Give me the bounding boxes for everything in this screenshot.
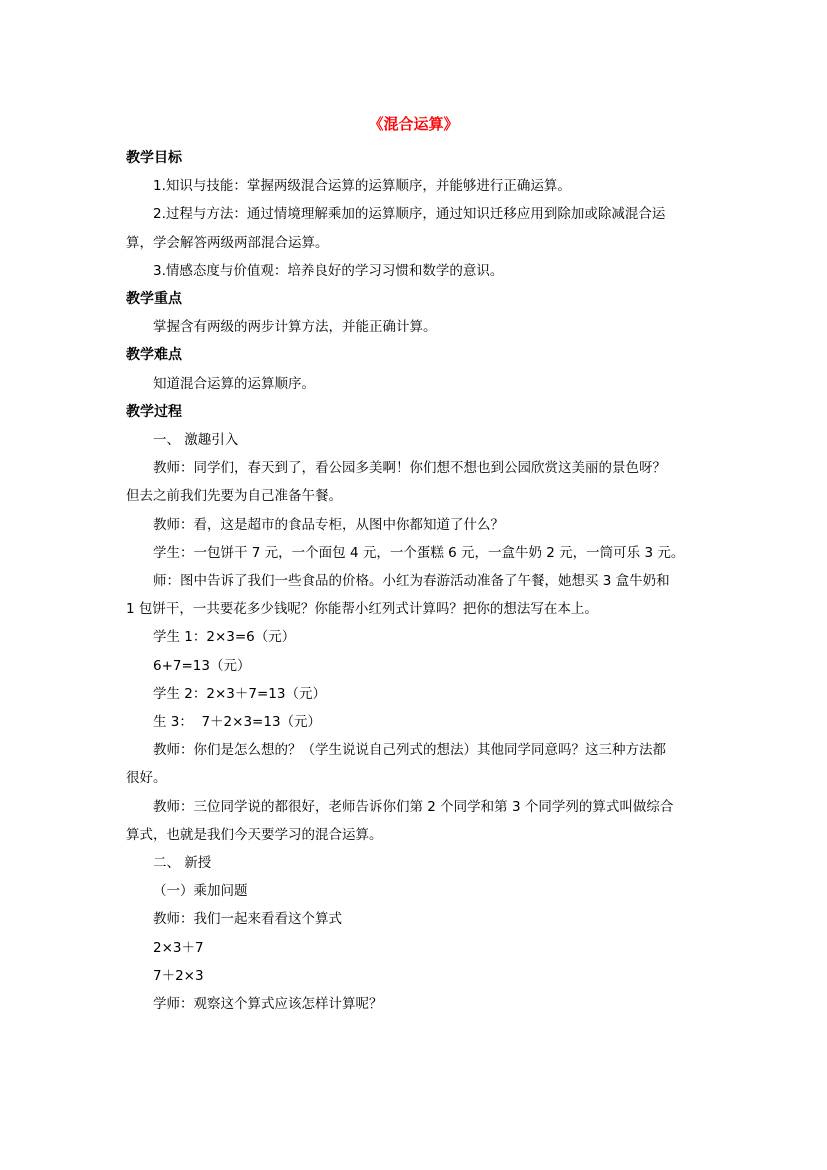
section-heading-process: 教学过程: [126, 403, 182, 420]
document-body: [126, 144, 706, 1018]
paragraph-teacher-discussion-line-2: 很好。: [126, 770, 167, 787]
section-heading-key-points: 教学重点: [126, 291, 182, 308]
paragraph-teacher-discussion-line-1: 教师：你们是怎么想的？（学生说说自己列式的想法）其他同学同意吗？这三种方法都: [153, 742, 666, 759]
part-2-title: 二、 新授: [153, 855, 212, 872]
expression-2: 7＋2×3: [153, 967, 204, 984]
student-3-answer: 生 3： 7＋2×3=13（元）: [153, 714, 322, 731]
paragraph-goal-3: 3.情感态度与价值观：培养良好的学习习惯和数学的意识。: [153, 262, 504, 279]
student-2-answer: 学生 2：2×3＋7=13（元）: [153, 685, 326, 702]
paragraph-observe-question: 学师：观察这个算式应该怎样计算呢？: [153, 996, 383, 1013]
paragraph-key-points: 掌握含有两级的两步计算方法，并能正确计算。: [153, 319, 437, 336]
student-1-step-1: 学生 1：2×3=6（元）: [153, 629, 296, 646]
paragraph-teacher-look: 教师：我们一起来看看这个算式: [153, 911, 342, 928]
paragraph-teacher-summary-line-2: 算式，也就是我们今天要学习的混合运算。: [126, 826, 383, 843]
section-heading-difficulties: 教学难点: [126, 347, 182, 364]
expression-1: 2×3＋7: [153, 939, 204, 956]
paragraph-teacher-problem-line-2: 1 包饼干，一共要花多少钱呢？你能帮小红列式计算吗？把你的想法写在本上。: [126, 601, 598, 618]
paragraph-teacher-question: 教师：看，这是超市的食品专柜，从图中你都知道了什么？: [153, 516, 504, 533]
paragraph-goal-2-line-2: 算，学会解答两级两部混合运算。: [126, 234, 329, 251]
paragraph-goal-1: 1.知识与技能：掌握两级混合运算的运算顺序，并能够进行正确运算。: [153, 178, 571, 195]
paragraph-teacher-intro-line-2: 但去之前我们先要为自己准备午餐。: [126, 488, 342, 505]
paragraph-goal-2-line-1: 2.过程与方法：通过情境理解乘加的运算顺序，通过知识迁移应用到除加或除减混合运: [153, 206, 666, 223]
paragraph-difficulties: 知道混合运算的运算顺序。: [153, 375, 315, 392]
section-heading-goals: 教学目标: [126, 150, 182, 166]
student-1-step-2: 6+7=13（元）: [153, 657, 251, 674]
paragraph-student-prices: 学生：一包饼干 7 元，一个面包 4 元，一个蛋糕 6 元，一盒牛奶 2 元，一筒可乐 3 元。: [153, 544, 685, 561]
paragraph-teacher-intro-line-1: 教师：同学们，春天到了，看公园多美啊！你们想不想也到公园欣赏这美丽的景色呀？: [153, 460, 666, 477]
paragraph-teacher-problem-line-1: 师：图中告诉了我们一些食品的价格。小红为春游活动准备了午餐，她想买 3 盒牛奶和: [153, 573, 670, 590]
subsection-1-title: （一）乘加问题: [153, 883, 248, 900]
paragraph-teacher-summary-line-1: 教师：三位同学说的都很好，老师告诉你们第 2 个同学和第 3 个同学列的算式叫做综合: [153, 798, 674, 815]
part-1-title: 一、 激趣引入: [153, 432, 239, 449]
document-title: 《混合运算》: [368, 115, 459, 133]
